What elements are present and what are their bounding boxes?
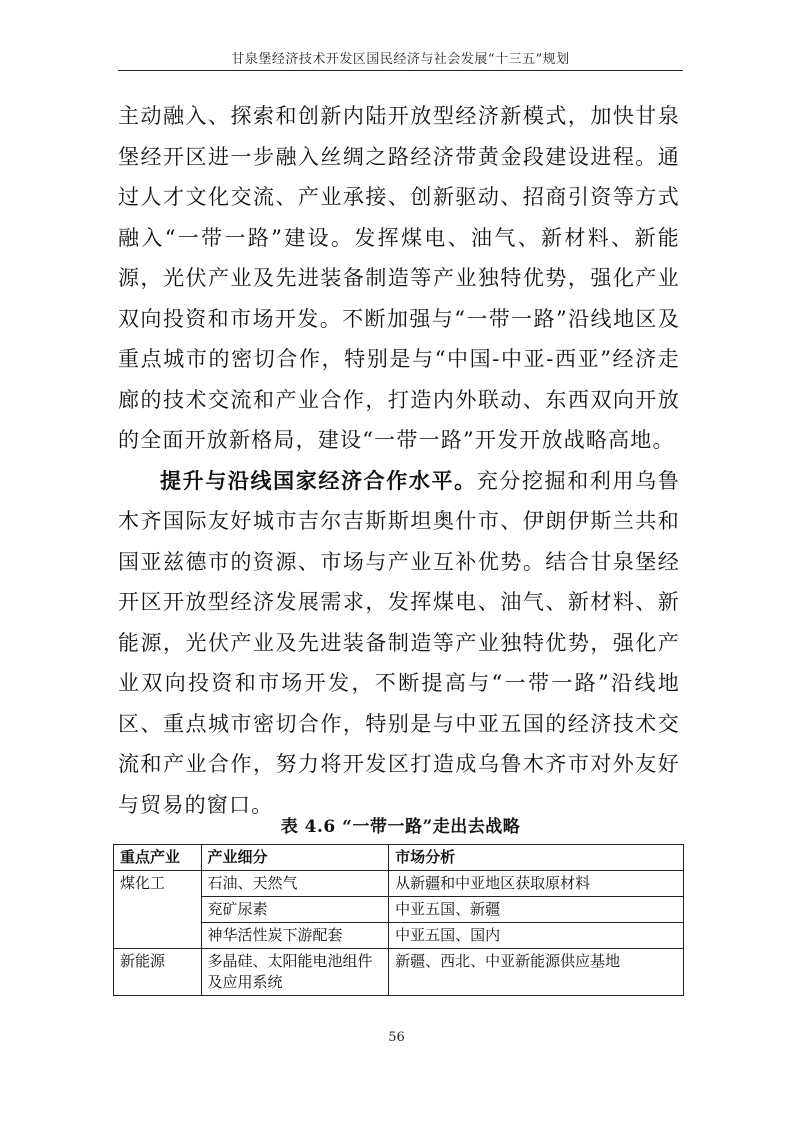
subdivision-cell: 神华活性炭下游配套 [201,923,389,949]
page-number: 56 [388,1030,405,1045]
market-cell: 新疆、西北、中亚新能源供应基地 [389,949,684,996]
industry-cell: 煤化工 [114,871,202,949]
running-header: 甘泉堡经济技术开发区国民经济与社会发展“十三五”规划 [231,52,570,67]
market-cell: 中亚五国、国内 [389,923,684,949]
table-row [114,871,684,897]
paragraph-2-lead: 提升与沿线国家经济合作水平。 [160,467,477,493]
subdivision-cell: 多晶硅、太阳能电池组件及应用系统 [201,949,389,996]
market-cell: 中亚五国、新疆 [389,897,684,923]
subdivision-cell: 石油、天然气 [201,871,389,897]
header-subdivision: 产业细分 [201,845,389,871]
table-caption: 表 4.6 “一带一路”走出去战略 [280,817,521,837]
industry-cell: 新能源 [114,949,202,996]
paragraph-1 [118,96,680,461]
body-text [118,96,680,825]
market-cell: 从新疆和中亚地区获取原材料 [389,871,684,897]
subdivision-cell: 兖矿尿素 [201,897,389,923]
header-rule [118,70,683,71]
header-market: 市场分析 [389,845,684,871]
table-header-row [114,845,684,871]
table-row [114,949,684,996]
paragraph-1-text: 主动融入、探索和创新内陆开放型经济新模式，加快甘泉堡经开区进一步融入丝绸之路经济带黄金段建设进程。通过人才文化交流、产业承接、创新驱动、招商引资等方式融入“一带一路”建设。发挥煤电、油气、新材料、新能源，光伏产业及先进装备制造等产业独特优势，强化产业双向投资和市场开发。不断加强与“一带一路”沿线地区及重点城市的密切合作，特别是与“中国-中亚-西亚”经济走廊的技术交流和产业合作，打造内外联动、东西双向开放的全面开放新格局，建设“一带一路”开发开放战略高地。 [118,104,680,452]
header-industry: 重点产业 [114,845,202,871]
strategy-table [113,844,684,996]
paragraph-2-text: 充分挖掘和利用乌鲁木齐国际友好城市吉尔吉斯斯坦奥什市、伊朗伊斯兰共和国亚兹德市的资源、市场与产业互补优势。结合甘泉堡经开区开放型经济发展需求，发挥煤电、油气、新材料、新能源，光伏产业及先进装备制造等产业独特优势，强化产业双向投资和市场开发，不断提高与“一带一路”沿线地区、重点城市密切合作，特别是与中亚五国的经济技术交流和产业合作，努力将开发区打造成乌鲁木齐市对外友好与贸易的窗口。 [118,468,680,817]
paragraph-2 [118,461,680,826]
